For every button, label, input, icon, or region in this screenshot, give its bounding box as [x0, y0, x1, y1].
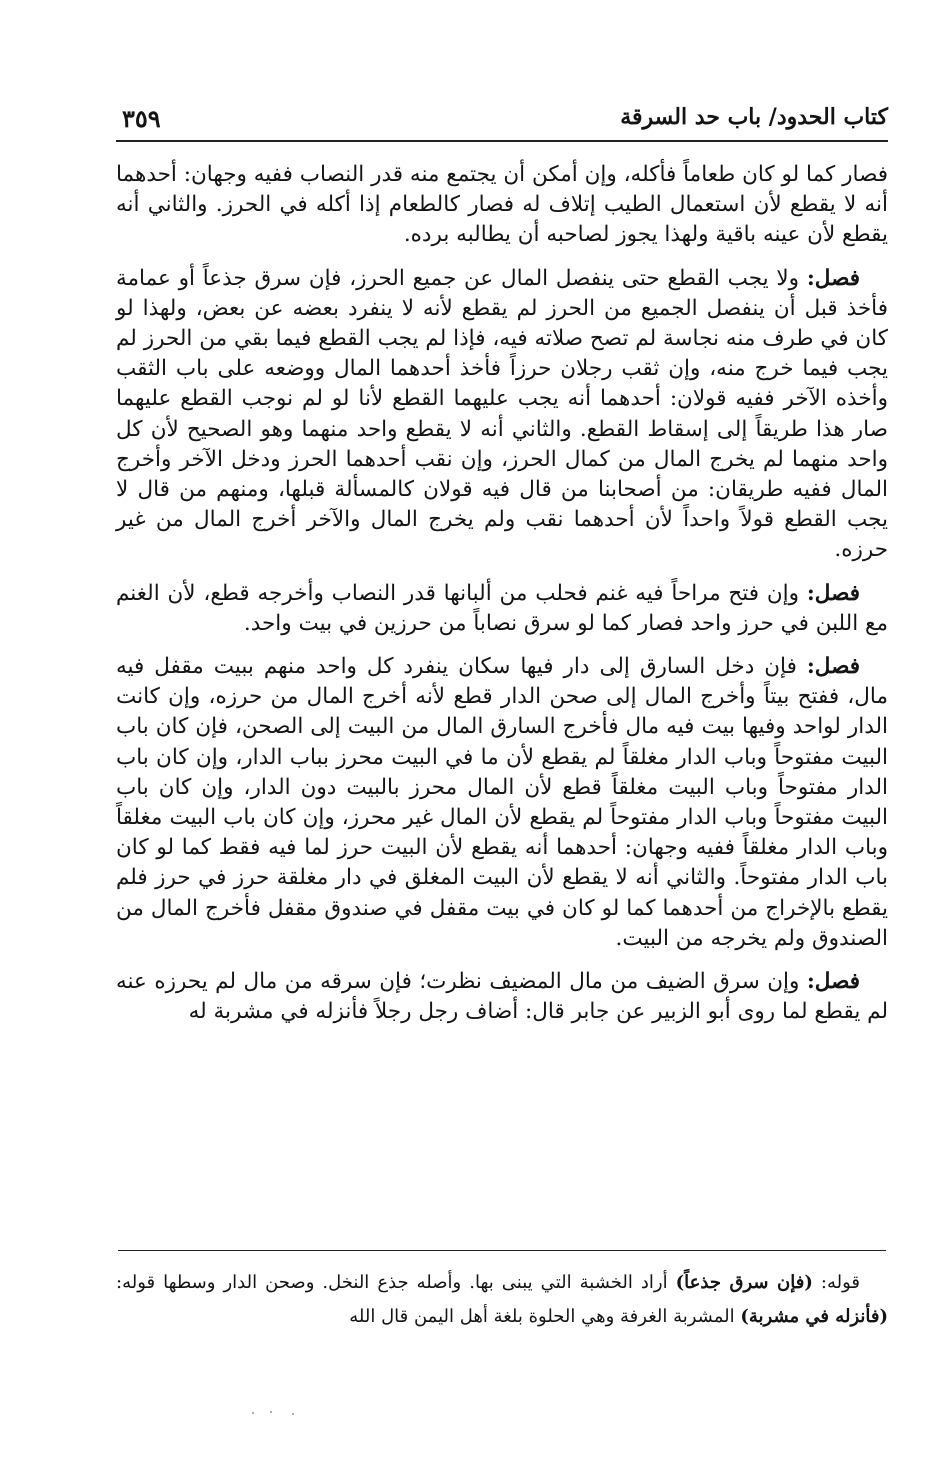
- paragraph-text: وإن فتح مراحاً فيه غنم فحلب من ألبانها قدر النصاب وأخرجه قطع، لأن الغنم مع اللبن في حرز واحد فصار كما لو سرق نصاباً من حرزين في بيت واحد.: [116, 580, 888, 636]
- section-paragraph: [116, 264, 888, 566]
- running-title: كتاب الحدود/ باب حد السرقة: [620, 104, 888, 130]
- footnote-text: المشربة الغرفة وهي الحلوة بلغة أهل اليمن قال الله: [349, 1306, 741, 1327]
- scan-speck: [292, 1413, 294, 1415]
- scan-speck: [252, 1412, 254, 1414]
- section-paragraph: [116, 967, 888, 1027]
- footnotes: [116, 1266, 888, 1334]
- footnote-divider: [118, 1250, 886, 1251]
- page-header: [116, 100, 888, 142]
- paragraph-text: ولا يجب القطع حتى ينفصل المال عن جميع الحرز، فإن سرق جذعاً أو عمامة فأخذ قبل أن ينفصل الجميع من الحرز لم يقطع لأنه لا ينفرد بعضه عن بعض، ولهذا لو كان في طرف منه نجاسة لم تصح صلاته فيه، فإذا لم يجب القطع فيما بقي من الحرز لم يجب فيما خرج منه، وإن ثقب رجلان حرزاً فأخذ أحدهما المال ووضعه على باب الثقب وأخذه الآخر ففيه قولان: أحدهما أنه يجب عليهما القطع لأنا لو لم نوجب القطع عليهما صار هذا طريقاً إلى إسقاط القطع. والثاني أنه لا يقطع واحد منهما وهو الصحيح لأن كل واحد منهما لم يخرج المال من كمال الحرز، وإن نقب أحدهما الحرز ودخل الآخر وأخرج المال ففيه طريقان: من أصحابنا من قال فيه قولان كالمسألة قبلها، ومنهم من قال لا يجب القطع قولاً واحداً لأن أحدهما نقب ولم يخرج المال والآخر أخرج المال من غير حرزه.: [116, 265, 888, 563]
- page-number: ٣٥٩: [122, 104, 161, 133]
- section-label: فصل:: [806, 265, 860, 291]
- paragraph-text: وإن سرق الضيف من مال المضيف نظرت؛ فإن سرقه من مال لم يحرزه عنه لم يقطع لما روى أبو الزبير عن جابر قال: أضاف رجل رجلاً فأنزله في مشربة له: [116, 969, 888, 1025]
- paragraph-text: فصار كما لو كان طعاماً فأكله، وإن أمكن أن يجتمع منه قدر النصاب ففيه وجهان: أحدهما أنه لا يقطع لأن استعمال الطيب إتلاف له فصار كالطعام إذا أكله في الحرز. والثاني أنه يقطع لأن عينه باقية ولهذا يجوز لصاحبه أن يطالبه برده.: [116, 162, 888, 248]
- section-label: فصل:: [806, 580, 860, 606]
- footnote-prefix: قوله:: [812, 1272, 860, 1293]
- paragraph-continuation: [116, 160, 888, 251]
- footnote-term: (فإن سرق جذعاً): [675, 1272, 813, 1293]
- scan-specks: [248, 1410, 308, 1416]
- footnote: [116, 1266, 888, 1334]
- section-paragraph: [116, 579, 888, 639]
- section-paragraph: [116, 652, 888, 954]
- scan-speck: [270, 1411, 272, 1413]
- paragraph-text: فإن دخل السارق إلى دار فيها سكان ينفرد كل واحد منهم ببيت مقفل فيه مال، ففتح بيتاً وأخرج المال إلى صحن الدار قطع لأنه أخرج المال من حرزه، وإن كانت الدار لواحد وفيها بيت فيه مال فأخرج السارق المال من البيت إلى الصحن، فإن كان باب البيت مفتوحاً وباب الدار مغلقاً لم يقطع لأن ما في البيت محرز بباب الدار، وإن كان باب الدار مفتوحاً وباب البيت مغلقاً قطع لأن المال محرز بالبيت دون الدار، وإن كان باب البيت مفتوحاً وباب الدار مفتوحاً لم يقطع لأن المال غير محرز، وإن كان باب البيت مغلقاً وباب الدار مغلقاً ففيه وجهان: أحدهما أنه يقطع لأن البيت حرز لما فيه فقط كما لو كان باب الدار مفتوحاً. والثاني أنه لا يقطع لأن البيت المغلق في دار مغلقة حرز في حرز فلم يقطع بالإخراج من أحدهما كما لو كان في بيت مقفل في صندوق مقفل فأخرج المال من الصندوق ولم يخرجه من البيت.: [116, 654, 888, 951]
- main-text: [116, 160, 888, 1040]
- footnote-term: (فأنزله في مشربة): [740, 1306, 888, 1327]
- footnote-text: أراد الخشبة التي يبنى بها. وأصله جذع النخل. وصحن الدار وسطها قوله:: [116, 1272, 676, 1293]
- section-label: فصل:: [806, 654, 860, 680]
- section-label: فصل:: [806, 969, 860, 995]
